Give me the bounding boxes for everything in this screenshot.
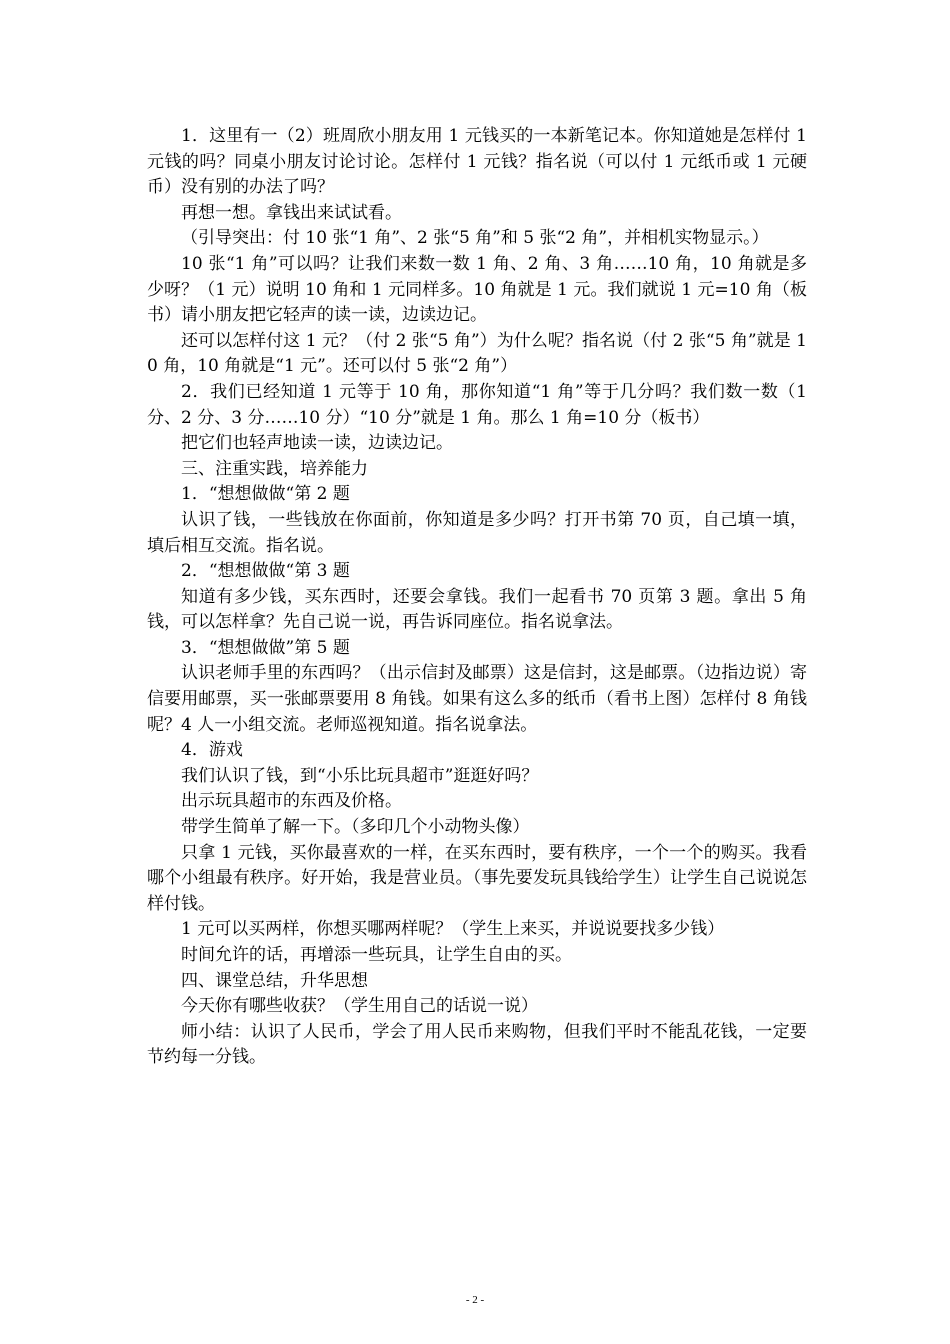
paragraph: 2．我们已经知道 1 元等于 10 角，那你知道“1 角”等于几分吗？我们数一数（1 分、2 分、3 分……10 分）“10 分”就是 1 角。那么 1 角=10 分（板书）: [147, 381, 807, 428]
paragraph: 再想一想。拿钱出来试试看。: [181, 202, 402, 223]
paragraph: 时间允许的话，再增添一些玩具，让学生自由的买。: [181, 945, 572, 965]
subsection-heading: 4．游戏: [181, 740, 243, 761]
paragraph: 1．这里有一（2）班周欣小朋友用 1 元钱买的一本新笔记本。你知道她是怎样付 1 元钱的吗？同桌小朋友讨论讨论。怎样付 1 元钱？指名说（可以付 1 元纸币或 1 元硬币）没有别的办法了吗？: [147, 126, 807, 198]
paragraph: 把它们也轻声地读一读，边读边记。: [181, 433, 453, 454]
section-heading: 三、注重实践，培养能力: [181, 458, 368, 479]
subsection-heading: 2．“想想做做“第 3 题: [181, 561, 350, 582]
section-heading: 四、课堂总结，升华思想: [181, 970, 368, 991]
paragraph: 1 元可以买两样，你想买哪两样呢？（学生上来买，并说说要找多少钱）: [181, 919, 725, 940]
paragraph: 只拿 1 元钱，买你最喜欢的一样，在买东西时，要有秩序，一个一个的购买。我看哪个小组最有秩序。好开始，我是营业员。（事先要发玩具钱给学生）让学生自己说说怎样付钱。: [147, 842, 807, 914]
subsection-heading: 3．“想想做做”第 5 题: [181, 637, 350, 658]
paragraph: 今天你有哪些收获？（学生用自己的话说一说）: [181, 996, 538, 1017]
paragraph: 带学生简单了解一下。（多印几个小动物头像）: [181, 817, 530, 838]
document-body: [147, 124, 807, 1071]
paragraph: 10 张“1 角”可以吗？让我们来数一数 1 角、2 角、3 角……10 角，10 角就是多少呀？（1 元）说明 10 角和 1 元同样多。10 角就是 1 元。我们就说 1 元=10 角（板书）请小朋友把它轻声的读一读，边读边记。: [147, 253, 807, 326]
paragraph: 认识老师手里的东西吗？（出示信封及邮票）这是信封，这是邮票。（边指边说）寄信要用邮票，买一张邮票要用 8 角钱。如果有这么多的纸币（看书上图）怎样付 8 角钱呢？4 人一小组交流。老师巡视知道。指名说拿法。: [147, 663, 807, 735]
page-number: - 2 -: [465, 1294, 485, 1306]
paragraph: 认识了钱，一些钱放在你面前，你知道是多少吗？打开书第 70 页，自己填一填，填后相互交流。指名说。: [147, 509, 807, 556]
subsection-heading: 1．“想想做做“第 2 题: [181, 484, 350, 505]
paragraph: 还可以怎样付这 1 元？（付 2 张“5 角”）为什么呢？指名说（付 2 张“5 角”就是 10 角，10 角就是“1 元”。还可以付 5 张“2 角”）: [147, 330, 807, 377]
paragraph: 师小结：认识了人民币，学会了用人民币来购物，但我们平时不能乱花钱，一定要节约每一分钱。: [147, 1021, 807, 1068]
paragraph: 出示玩具超市的东西及价格。: [181, 791, 402, 812]
paragraph: 知道有多少钱，买东西时，还要会拿钱。我们一起看书 70 页第 3 题。拿出 5 角钱，可以怎样拿？先自己说一说，再告诉同座位。指名说拿法。: [147, 586, 807, 633]
paragraph: 我们认识了钱，到“小乐比玩具超市”逛逛好吗？: [181, 765, 539, 786]
paragraph: （引导突出：付 10 张“1 角”、2 张“5 角”和 5 张“2 角”，并相机实物显示。）: [181, 228, 769, 249]
